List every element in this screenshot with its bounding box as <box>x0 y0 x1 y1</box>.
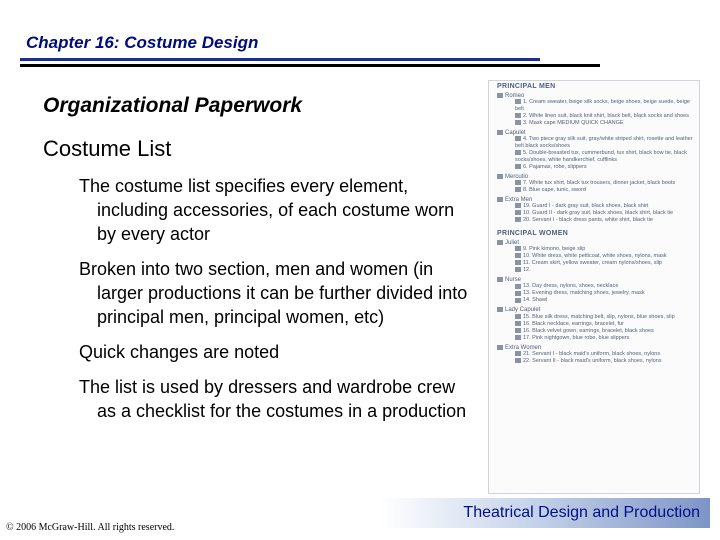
copyright-notice: © 2006 McGraw-Hill. All rights reserved. <box>6 522 175 533</box>
bullet-item: The costume list specifies every element, including accessories, of each costume worn by every actor <box>79 176 455 244</box>
figure-item: 19. Guard I - dark gray suit, black shoes, black shirt <box>489 203 699 210</box>
figure-item: 2. White linen suit, black knit shirt, black belt, black socks and shoes <box>489 113 699 120</box>
figure-role: Nurse <box>489 277 699 283</box>
figure-section-heading: PRINCIPAL MEN <box>497 83 556 90</box>
slide-subtitle: Costume List <box>43 136 172 161</box>
figure-item: 10. Guard II - dark gray suit, black shoes, black shirt, black tie <box>489 210 699 217</box>
figure-item: 10. White dress, white petticoat, white shoes, nylons, mask <box>489 253 699 260</box>
figure-role: Lady Capulet <box>489 307 699 313</box>
figure-item: 14. Shawl <box>489 297 699 304</box>
figure-item: 8. Blue cape, tunic, sword <box>489 187 699 194</box>
header-rule-blue <box>20 58 540 61</box>
figure-item: 12. <box>489 267 699 274</box>
figure-role: Romeo <box>489 93 699 99</box>
figure-item: 16. Black necklace, earrings, bracelet, fur <box>489 321 699 328</box>
figure-item: 4. Two piece gray silk suit, gray/white striped shirt, rosette and leather belt black socks/shoes <box>515 136 693 150</box>
figure-item: 6. Pajamas, robe, slippers <box>489 164 699 171</box>
figure-role: Capulet <box>489 130 699 136</box>
slide-title: Organizational Paperwork <box>43 94 303 117</box>
figure-role: Extra Men <box>489 197 699 203</box>
figure-item: 7. White tux shirt, black tux trousers, dinner jacket, black boots <box>489 180 699 187</box>
figure-item: 21. Servant I - black maid's uniform, black shoes, nylons <box>489 351 699 358</box>
figure-item: 13. Day dress, nylons, shoes, necklace <box>489 283 699 290</box>
figure-item: 16. Black velvet gown, earrings, bracelet, black shoes <box>489 328 699 335</box>
figure-item: 17. Pink nightgown, blue robe, blue slippers <box>489 335 699 342</box>
figure-section-heading: PRINCIPAL WOMEN <box>497 230 569 238</box>
bullet-item: Broken into two section, men and women (in larger productions it can be further divided into principal men, principal women, etc) <box>79 259 468 327</box>
figure-item: 5. Double-breasted tux, cummerbund, tux shirt, black bow tie, black socks/shoes, white handkerchief, cufflinks <box>515 150 687 164</box>
figure-item: 13. Evening dress, matching shoes, jewelry, mask <box>489 290 699 297</box>
header-rule-dark <box>20 64 600 67</box>
figure-item: 22. Servant II - black maid's uniform, black shoes, nylons <box>489 358 699 365</box>
bullet-item: Quick changes are noted <box>79 342 280 362</box>
figure-item: 11. Cream skirt, yellow sweater, cream nylons/shoes, slip <box>489 260 699 267</box>
costume-list-figure <box>488 80 700 494</box>
figure-item: 3. Mask cape MEDIUM QUICK CHANGE <box>489 120 699 127</box>
figure-item: 15. Blue silk dress, matching belt, slip, nylons, blue shoes, slip <box>489 314 699 321</box>
bullet-list <box>79 174 474 434</box>
bullet-item: The list is used by dressers and wardrobe crew as a checklist for the costumes in a production <box>79 377 467 421</box>
figure-item: 9. Pink kimono, beige slip <box>489 246 699 253</box>
figure-item: 20. Servant I - black dress pants, white shirt, black tie <box>489 217 699 224</box>
figure-role: Extra Women <box>489 345 699 351</box>
figure-item: 1. Cream sweater, beige silk socks, beige shoes, beige suede, beige belt <box>515 99 690 113</box>
figure-role: Juliet <box>489 240 699 246</box>
book-title: Theatrical Design and Production <box>463 504 700 521</box>
figure-role: Mercutio <box>489 174 699 180</box>
chapter-title: Chapter 16: Costume Design <box>26 33 259 52</box>
